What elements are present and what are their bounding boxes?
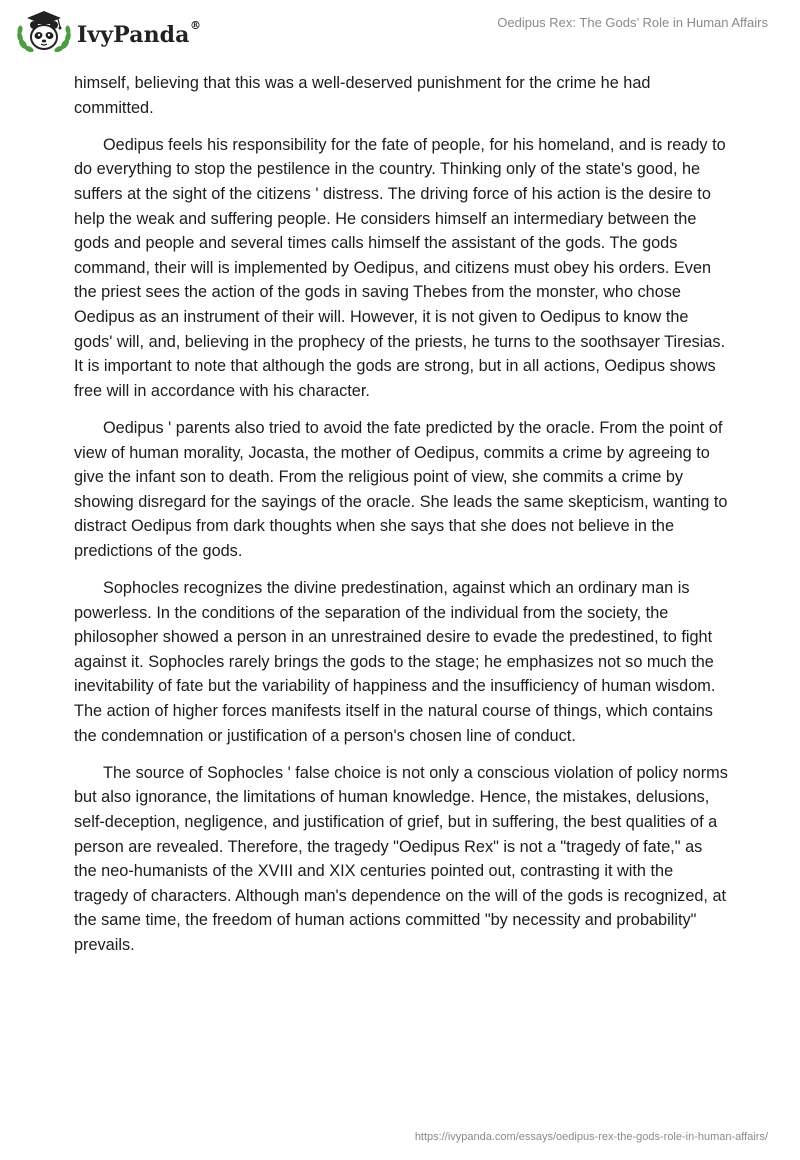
paragraph: Oedipus ' parents also tried to avoid the fate predicted by the oracle. From the point of view of human morality, Jocasta, the mother of Oedipus, commits a crime by agreeing to give the infant son to death. From the religious point of view, she commits a crime by showing disregard for the sayings of the oracle. She leads the same skepticism, wanting to distract Oedipus from dark thoughts when she says that she does not believe in the predictions of the gods.	[74, 418, 728, 560]
document-title: Oedipus Rex: The Gods’ Role in Human Affairs	[497, 15, 768, 30]
paragraph: Oedipus feels his responsibility for the fate of people, for his homeland, and is ready to do everything to stop the pestilence in the country. Thinking only of the state's good, he suffers at the sight of the citizens ' distress. The driving force of his action is the desire to help the weak and suffering people. He considers himself an intermediary between the gods and people and several times calls himself the assistant of the gods. The gods command, their will is implemented by Oedipus, and citizens must obey his orders. Even the priest sees the action of the gods in saving Thebes from the monster, who chose Oedipus as an instrument of their will. However, it is not given to Oedipus to know the gods' will, and, believing in the prophecy of the priests, he turns to the soothsayer Tiresias. It is important to note that although the gods are strong, but in all actions, Oedipus shows free will in accordance with his character.	[74, 135, 726, 400]
paragraph: Sophocles recognizes the divine predestination, against which an ordinary man is powerless. In the conditions of the separation of the individual from the society, the philosopher showed a person in an unrestrained desire to evade the predestined, to fight against it. Sophocles rarely brings the gods to the stage; he emphasizes not so much the inevitability of fate but the variability of happiness and the insufficiency of human wisdom. The action of higher forces manifests itself in the natural course of things, which contains the condemnation or justification of a person's chosen line of conduct.	[74, 579, 716, 745]
essay-body	[74, 71, 728, 970]
ivypanda-logo[interactable]	[14, 10, 234, 56]
paragraph: The source of Sophocles ' false choice is not only a conscious violation of policy norms but also ignorance, the limitations of human knowledge. Hence, the mistakes, delusions, self-deception, negligence, and justification of grief, but in suffering, the best qualities of a person are revealed. Therefore, the tragedy "Oedipus Rex" is not a "tragedy of fate," as the neo-humanists of the XVIII and XIX centuries pointed out, contrasting it with the tragedy of characters. Although man's dependence on the will of the gods is recognized, at the same time, the freedom of human actions committed "by necessity and probability" prevails.	[74, 763, 728, 954]
brand-name: IvyPanda	[77, 22, 190, 48]
paragraph-continuation: himself, believing that this was a well-deserved punishment for the crime he had committed.	[74, 74, 651, 117]
registered-mark: ®	[190, 19, 201, 32]
source-url-link[interactable]: https://ivypanda.com/essays/oedipus-rex-the-gods-role-in-human-affairs/	[414, 1131, 768, 1143]
page-header	[0, 0, 800, 70]
panda-graduate-icon	[14, 10, 74, 56]
